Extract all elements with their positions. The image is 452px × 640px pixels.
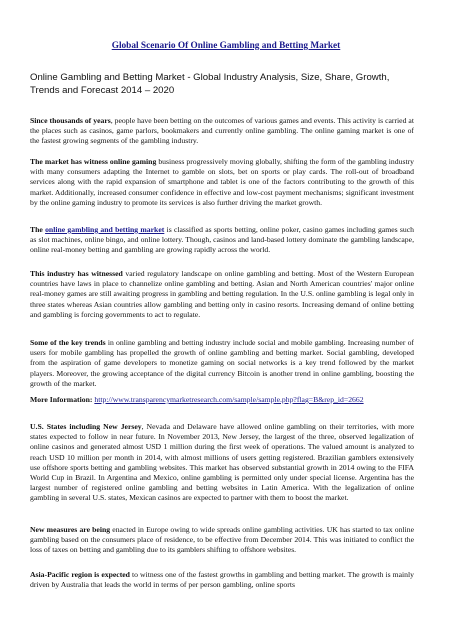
market-link[interactable]: online gambling and betting market xyxy=(45,225,165,234)
paragraph-body: enacted in Europe owing to wide spreads online gambling activities. UK has started to tax online gambling based on the consumers place of residence, to be effective from December 2014. This was initiated to conflict the loss of taxes on betting and gambling due to its gamblers shifting to offshore websites. xyxy=(30,525,415,555)
paragraph-lead: Asia-Pacific region is expected xyxy=(30,570,130,579)
paragraph-body: business progressively moving globally, shifting the form of the gambling industry with many consumers adapting the Internet to gamble on slots, bet on sports or play cards. The roll-out of broadband services along with the rapid expansion of smartphone and tablet is one of the factors contributing to the growth of this market. Additionally, increased consumer confidence in effective and low-cost payment mechanisms; significant investment by the online gaming industry to promote its services is also further driving the market growth. xyxy=(30,157,414,207)
more-information-label: More Information: xyxy=(30,395,93,404)
paragraph-body: in online gambling and betting industry include social and mobile gambling. Increasing number of users for mobile gambling has propelled the growth of online gambling and betting market. Social gambling, developed from the aspiration of game developers to monetize gaming on social networks is a key trend followed by the market players. Moreover, the growing acceptance of the digital currency Bitcoin is another trend in online gambling, boosting the growth of the market. xyxy=(30,338,414,388)
paragraph-lead: U.S. States including New Jersey xyxy=(30,422,142,431)
paragraph-market-growth xyxy=(30,157,414,208)
paragraph-body: , people have been betting on the outcomes of various games and events. This activity is carried at the places such as casinos, game parlors, bookmakers and currently online gambling. The online gaming market is one of the fastest growing segments of the gambling industry. xyxy=(30,116,414,146)
paragraph-lead: The market has witness online gaming xyxy=(30,157,157,166)
paragraph-regulation xyxy=(30,269,414,320)
paragraph-europe xyxy=(30,525,414,556)
paragraph-lead: Some of the key trends xyxy=(30,338,106,347)
document-subtitle: Online Gambling and Betting Market - Global Industry Analysis, Size, Share, Growth, Trends and Forecast 2014 – 2020 xyxy=(30,72,390,96)
paragraph-classification xyxy=(30,225,414,256)
more-information-line xyxy=(30,395,414,405)
paragraph-lead: New measures are being xyxy=(30,525,111,534)
paragraph-asia-pacific xyxy=(30,570,414,590)
more-information-link[interactable]: http://www.transparencymarketresearch.com/sample/sample.php?flag=B&rep_id=2662 xyxy=(94,395,364,404)
paragraph-body: varied regulatory landscape on online gambling and betting. Most of the Western European countries have laws in place to channelize online gambling and betting. Asian and North American countries' major online real-money games are still awaiting progress in gambling and betting regulation. In the U.S. online gambling is legal only in three states whereas Asian countries allow gambling and betting only in casino resorts. Increasing demand of online betting and gambling is forcing governments to act to regulate. xyxy=(30,269,414,319)
paragraph-body: is classified as sports betting, online poker, casino games including games such as slot machines, online bingo, and online lottery. Though, casinos and land-based lottery dominate the gambling landscape, online real-money betting and gambling are growing rapidly across the world. xyxy=(30,225,414,255)
paragraph-key-trends xyxy=(30,338,414,389)
paragraph-lead: This industry has witnessed xyxy=(30,269,123,278)
paragraph-lead: The xyxy=(30,225,46,234)
paragraph-history xyxy=(30,116,414,147)
document-title[interactable]: Global Scenario Of Online Gambling and Betting Market xyxy=(111,41,341,51)
paragraph-body: , Nevada and Delaware have allowed online gambling on their territories, with more states expected to follow in near future. In November 2013, New Jersey, the largest of the three, observed legalization of online casinos and generated almost USD 1 million during the first week of operations. The valued amount is analyzed to reach USD 10 million per month in 2014, with almost millions of users getting registered. Brazilian gamblers extensively use offshore sports betting and gambling websites. This market has observed substantial growth in 2014 owing to the FIFA World Cup in Brazil. In Argentina and Mexico, online gambling is permitted only under special license. Argentina has the largest number of registered online gambling and betting websites in Latin America. With the legalization of online gambling in several U.S. states, Mexican casinos are expected to partner with them to boost the market. xyxy=(30,422,414,503)
paragraph-body: to witness one of the fastest growths in gambling and betting market. The growth is mainly driven by Australia that leads the world in terms of per person gambling, online sports xyxy=(30,570,415,590)
paragraph-us-states xyxy=(30,422,414,504)
paragraph-lead: Since thousands of years xyxy=(30,116,111,125)
